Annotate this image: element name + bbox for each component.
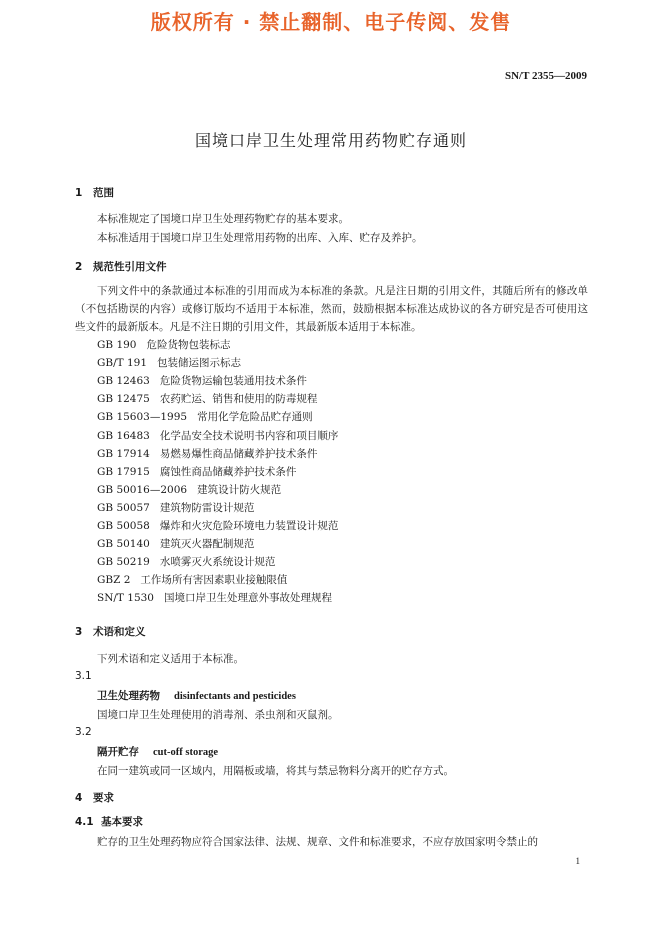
- subsection-4-1-heading: [75, 814, 143, 829]
- section-number: 4: [75, 792, 83, 804]
- term-en: disinfectants and pesticides: [174, 691, 296, 702]
- subsection-number: 4.1: [75, 816, 94, 828]
- section-1-heading: [75, 185, 114, 200]
- reference-title: 常用化学危险品贮存通则: [197, 411, 313, 424]
- reference-item: [97, 482, 281, 497]
- section-4-heading: [75, 790, 114, 805]
- section-title: 范围: [93, 187, 114, 199]
- term-entry: [97, 744, 218, 759]
- reference-item: [97, 554, 275, 569]
- reference-code: GB 15603—1995: [97, 411, 188, 424]
- term-entry: [97, 688, 296, 703]
- section-1-paragraph: 本标准规定了国境口岸卫生处理药物贮存的基本要求。: [97, 213, 349, 225]
- reference-item: [97, 464, 296, 479]
- term-number: 3.2: [75, 726, 92, 738]
- reference-title: 农药贮运、销售和使用的防毒规程: [159, 393, 318, 406]
- reference-title: 化学品安全技术说明书内容和项目顺序: [159, 429, 339, 442]
- reference-code: SN/T 1530: [97, 592, 154, 605]
- reference-code: GB 16483: [97, 429, 150, 442]
- section-2-heading: [75, 259, 167, 274]
- reference-title: 建筑物防雷设计规范: [159, 501, 255, 514]
- reference-code: GB 17915: [97, 465, 150, 478]
- reference-title: 易燃易爆性商品储藏养护技术条件: [159, 447, 318, 460]
- reference-title: 腐蚀性商品储藏养护技术条件: [159, 465, 297, 478]
- section-title: 术语和定义: [93, 626, 146, 638]
- reference-title: 危险货物运输包装通用技术条件: [159, 375, 307, 388]
- reference-title: 水喷雾灭火系统设计规范: [159, 556, 276, 569]
- section-1-paragraph: 本标准适用于国境口岸卫生处理常用药物的出库、入库、贮存及养护。: [97, 232, 423, 244]
- section-number: 2: [75, 261, 83, 273]
- reference-item: [97, 391, 317, 406]
- term-zh: 隔开贮存: [97, 746, 139, 758]
- reference-code: GB/T 191: [97, 357, 148, 370]
- reference-code: GB 12463: [97, 375, 150, 388]
- reference-item: [97, 373, 307, 388]
- reference-item: [97, 518, 338, 533]
- term-number: 3.1: [75, 670, 92, 682]
- section-number: 1: [75, 187, 83, 199]
- reference-title: 国境口岸卫生处理意外事故处理规程: [163, 592, 332, 605]
- reference-title: 危险货物包装标志: [146, 339, 231, 351]
- subsection-4-1-text: 贮存的卫生处理药物应符合国家法律、法规、规章、文件和标准要求，不应存放国家明令禁止的: [97, 836, 538, 848]
- reference-code: GB 50140: [97, 538, 150, 551]
- term-zh: 卫生处理药物: [97, 690, 160, 702]
- reference-item: [97, 590, 332, 605]
- copyright-banner: 版权所有 · 禁止翻制、电子传阅、发售: [150, 10, 512, 34]
- reference-code: GB 50016—2006: [97, 483, 188, 496]
- reference-item: [97, 355, 241, 370]
- reference-code: GB 50057: [97, 501, 150, 514]
- section-3-heading: [75, 624, 146, 639]
- section-title: 要求: [93, 792, 114, 804]
- page-number: 1: [575, 856, 580, 866]
- section-2-intro: 下列文件中的条款通过本标准的引用而成为本标准的条款。凡是注日期的引用文件，其随后所有的修改单（不包括勘误的内容）或修订版均不适用于本标准，然而，鼓励根据本标准达成协议的各方研究是否可使用这些文件的最新版本。凡是不注日期的引用文件，其最新版本适用于本标准。: [75, 285, 588, 333]
- reference-code: GBZ 2: [97, 574, 131, 587]
- reference-code: GB 50219: [97, 556, 150, 569]
- reference-item: [97, 409, 313, 424]
- subsection-title: 基本要求: [101, 816, 143, 828]
- reference-code: GB 17914: [97, 447, 150, 460]
- reference-title: 建筑设计防火规范: [197, 483, 282, 496]
- reference-code: GB 190: [97, 339, 137, 351]
- section-title: 规范性引用文件: [93, 261, 167, 273]
- reference-title: 爆炸和火灾危险环境电力装置设计规范: [159, 520, 339, 532]
- reference-item: [97, 446, 317, 461]
- standard-code: SN/T 2355—2009: [504, 70, 587, 82]
- reference-code: GB 50058: [97, 520, 150, 532]
- reference-item: [97, 500, 254, 515]
- reference-title: 工作场所有害因素职业接触限值: [140, 574, 288, 587]
- term-definition: 国境口岸卫生处理使用的消毒剂、杀虫剂和灭鼠剂。: [97, 709, 339, 721]
- reference-code: GB 12475: [97, 393, 150, 406]
- document-title: 国境口岸卫生处理常用药物贮存通则: [194, 131, 467, 150]
- reference-title: 包装储运图示标志: [157, 357, 242, 370]
- reference-item: [97, 337, 230, 352]
- term-en: cut-off storage: [153, 747, 219, 758]
- reference-item: [97, 428, 338, 443]
- reference-title: 建筑灭火器配制规范: [159, 538, 255, 551]
- reference-item: [97, 536, 254, 551]
- section-number: 3: [75, 626, 83, 638]
- section-3-intro: 下列术语和定义适用于本标准。: [97, 653, 244, 665]
- term-definition: 在同一建筑或同一区域内，用隔板或墙，将其与禁忌物料分离开的贮存方式。: [97, 765, 454, 777]
- reference-item: [97, 572, 287, 587]
